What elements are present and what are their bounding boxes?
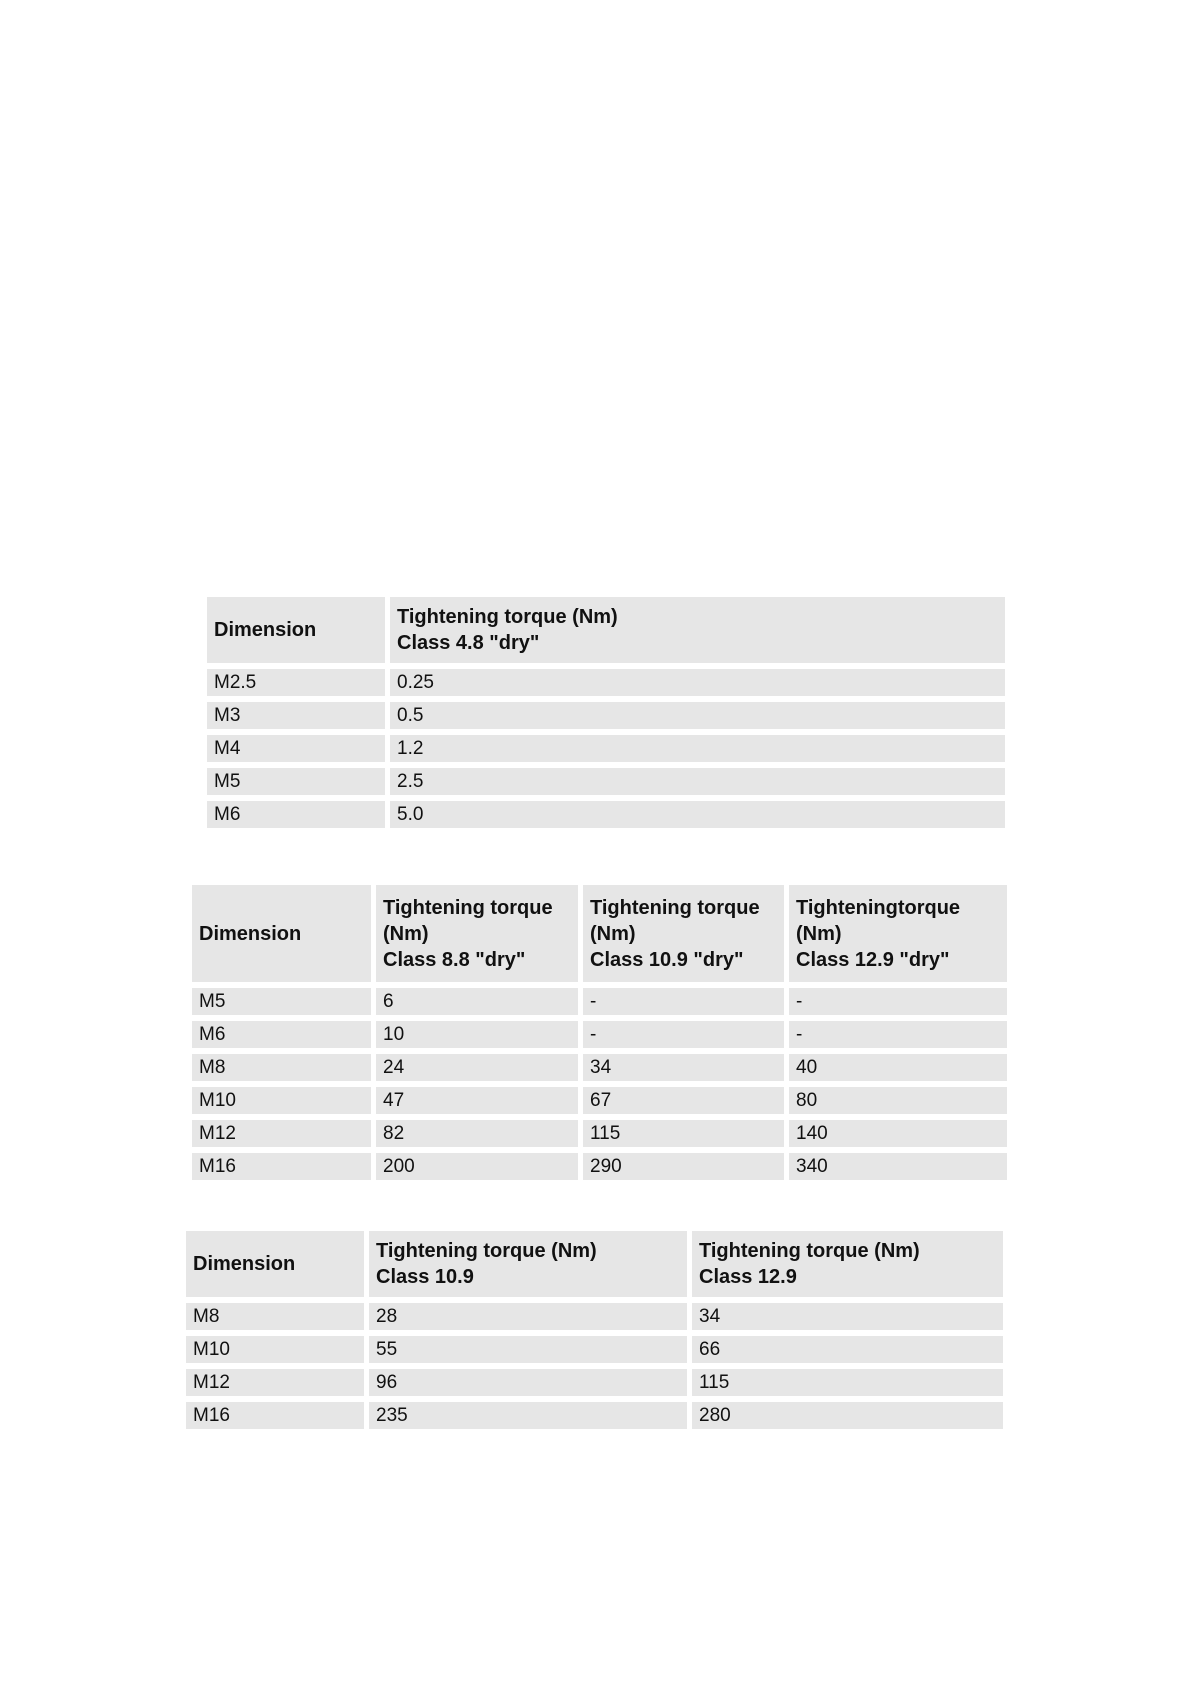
table-row — [186, 1369, 1003, 1396]
cell-torque-10-9: 34 — [583, 1054, 784, 1081]
table-row — [186, 1402, 1003, 1429]
cell-dimension: M10 — [192, 1087, 371, 1114]
cell-torque-8-8: 10 — [376, 1021, 578, 1048]
cell-torque-8-8: 24 — [376, 1054, 578, 1081]
header-torque-class-4-8: Tightening torque (Nm) Class 4.8 "dry" — [390, 597, 1005, 663]
cell-dimension: M6 — [192, 1021, 371, 1048]
table-row — [192, 988, 1007, 1015]
table-row — [192, 1153, 1007, 1180]
torque-table-class-4-8 — [202, 591, 1010, 834]
cell-torque-8-8: 6 — [376, 988, 578, 1015]
torque-table-classes-10-9-12-9 — [181, 1225, 1008, 1435]
cell-dimension: M16 — [192, 1153, 371, 1180]
cell-torque-10-9: 67 — [583, 1087, 784, 1114]
cell-torque: 2.5 — [390, 768, 1005, 795]
cell-torque-12-9: 80 — [789, 1087, 1007, 1114]
cell-torque-10-9: 235 — [369, 1402, 687, 1429]
header-torque-class-12-9: Tightening torque (Nm) Class 12.9 — [692, 1231, 1003, 1297]
cell-torque-12-9: 140 — [789, 1120, 1007, 1147]
header-torque-class-10-9: Tightening torque (Nm) Class 10.9 — [369, 1231, 687, 1297]
cell-torque-10-9: 96 — [369, 1369, 687, 1396]
cell-torque-12-9: - — [789, 1021, 1007, 1048]
header-dimension: Dimension — [192, 885, 371, 982]
torque-table-classes-8-8-10-9-12-9 — [187, 879, 1012, 1186]
table-row — [207, 702, 1005, 729]
cell-torque-10-9: 115 — [583, 1120, 784, 1147]
cell-torque-8-8: 82 — [376, 1120, 578, 1147]
cell-dimension: M5 — [192, 988, 371, 1015]
cell-dimension: M12 — [186, 1369, 364, 1396]
cell-torque-10-9: 28 — [369, 1303, 687, 1330]
cell-torque: 1.2 — [390, 735, 1005, 762]
cell-dimension: M3 — [207, 702, 385, 729]
cell-torque-10-9: - — [583, 988, 784, 1015]
table-header-row — [186, 1231, 1003, 1297]
cell-torque-10-9: 290 — [583, 1153, 784, 1180]
cell-dimension: M8 — [186, 1303, 364, 1330]
cell-torque-12-9: 115 — [692, 1369, 1003, 1396]
cell-dimension: M5 — [207, 768, 385, 795]
cell-torque-8-8: 200 — [376, 1153, 578, 1180]
cell-dimension: M6 — [207, 801, 385, 828]
table-row — [207, 735, 1005, 762]
table-row — [186, 1303, 1003, 1330]
header-torque-class-8-8: Tightening torque (Nm) Class 8.8 "dry" — [376, 885, 578, 982]
table-header-row — [207, 597, 1005, 663]
table-row — [192, 1021, 1007, 1048]
cell-dimension: M2.5 — [207, 669, 385, 696]
table-row — [207, 669, 1005, 696]
header-torque-class-12-9: Tighteningtorque (Nm) Class 12.9 "dry" — [789, 885, 1007, 982]
table-header-row — [192, 885, 1007, 982]
cell-torque-12-9: 340 — [789, 1153, 1007, 1180]
cell-torque-12-9: - — [789, 988, 1007, 1015]
header-torque-class-10-9: Tightening torque (Nm) Class 10.9 "dry" — [583, 885, 784, 982]
cell-torque: 0.25 — [390, 669, 1005, 696]
table-row — [192, 1120, 1007, 1147]
cell-torque: 5.0 — [390, 801, 1005, 828]
cell-dimension: M16 — [186, 1402, 364, 1429]
cell-torque-8-8: 47 — [376, 1087, 578, 1114]
header-dimension: Dimension — [207, 597, 385, 663]
cell-torque-12-9: 66 — [692, 1336, 1003, 1363]
table-row — [192, 1087, 1007, 1114]
cell-torque-10-9: 55 — [369, 1336, 687, 1363]
cell-dimension: M10 — [186, 1336, 364, 1363]
cell-torque-12-9: 40 — [789, 1054, 1007, 1081]
cell-torque-12-9: 34 — [692, 1303, 1003, 1330]
cell-torque: 0.5 — [390, 702, 1005, 729]
cell-torque-10-9: - — [583, 1021, 784, 1048]
cell-dimension: M4 — [207, 735, 385, 762]
header-dimension: Dimension — [186, 1231, 364, 1297]
table-row — [186, 1336, 1003, 1363]
table-row — [207, 768, 1005, 795]
table-row — [192, 1054, 1007, 1081]
cell-torque-12-9: 280 — [692, 1402, 1003, 1429]
cell-dimension: M8 — [192, 1054, 371, 1081]
table-row — [207, 801, 1005, 828]
cell-dimension: M12 — [192, 1120, 371, 1147]
